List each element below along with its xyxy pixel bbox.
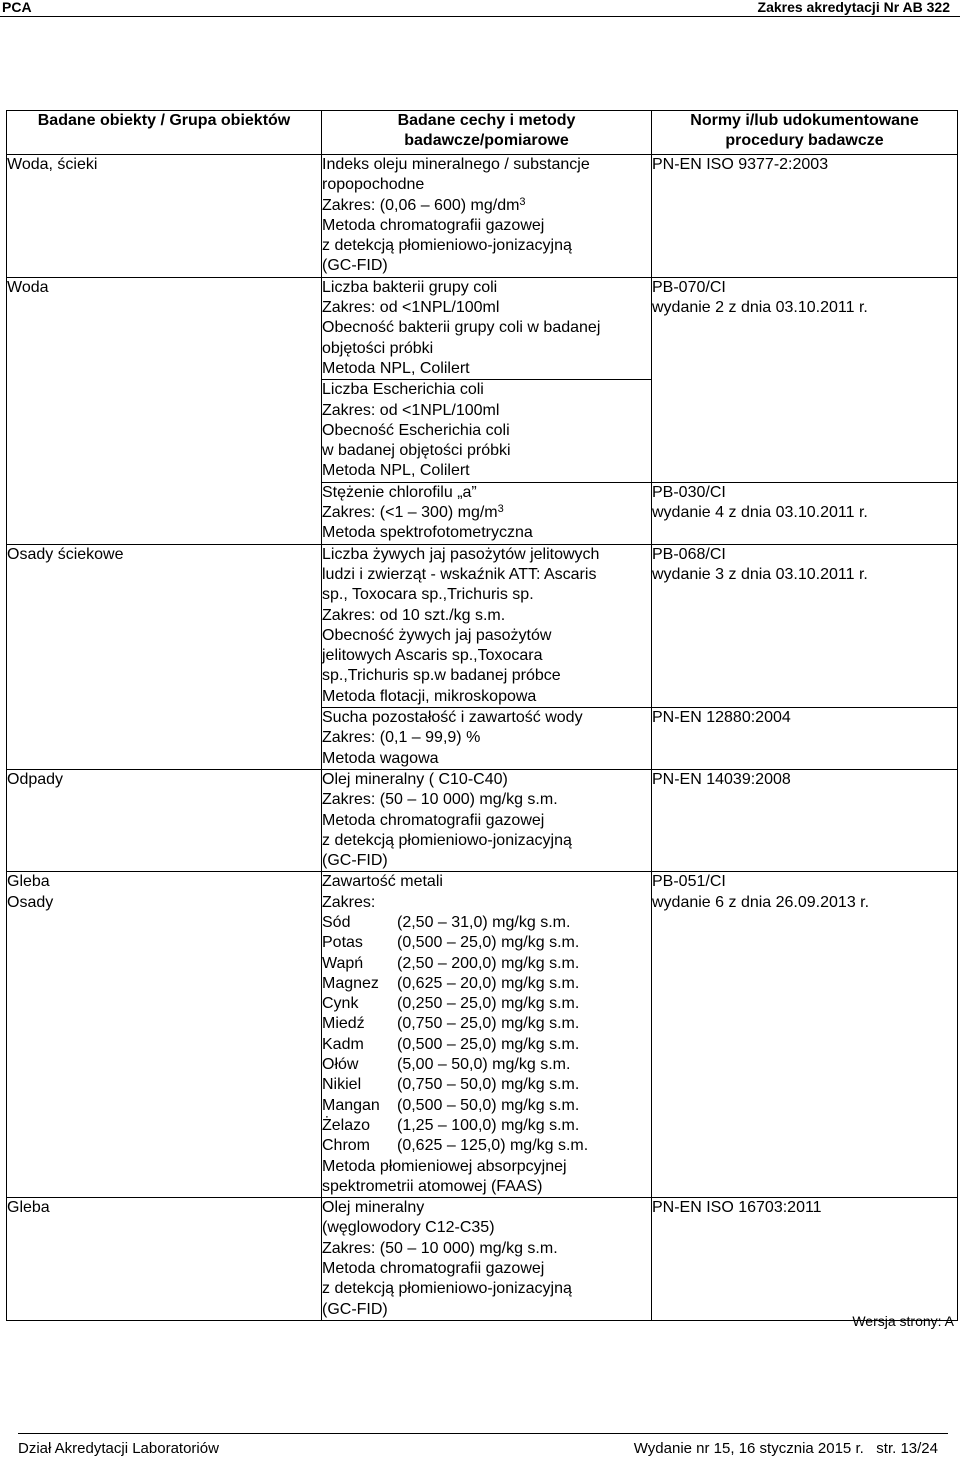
method-line: Olej mineralny ( C10-C40) bbox=[322, 770, 508, 788]
metal-range: (0,625 ‒ 125,0) mg/kg s.m. bbox=[397, 1137, 589, 1155]
method-line: Metoda chromatografii gazowej bbox=[322, 811, 545, 829]
header-org: PCA bbox=[2, 0, 32, 15]
method-line: z detekcją płomieniowo-jonizacyjną bbox=[322, 1280, 572, 1298]
method-line bbox=[322, 196, 651, 216]
method-line: sp., Toxocara sp.,Trichuris sp. bbox=[322, 586, 534, 604]
method-cell bbox=[322, 380, 652, 482]
table-row bbox=[7, 155, 958, 278]
object-cell bbox=[7, 277, 322, 544]
norm-text: PN-EN ISO 9377-2:2003 bbox=[652, 156, 829, 173]
method-line: (GC-FID) bbox=[322, 852, 388, 870]
method-cell bbox=[322, 482, 652, 544]
method-line: Metoda flotacji, mikroskopowa bbox=[322, 687, 537, 705]
table-row bbox=[7, 277, 958, 379]
metal-row bbox=[322, 1096, 651, 1116]
superscript: 3 bbox=[497, 503, 504, 516]
norm-text: PB-070/CI bbox=[652, 278, 726, 296]
object-cell bbox=[7, 872, 322, 1198]
method-line: Zawartość metali bbox=[322, 873, 443, 891]
object-name: Osady bbox=[7, 893, 54, 911]
method-line: z detekcją płomieniowo-jonizacyjną bbox=[322, 237, 572, 255]
metal-row bbox=[322, 933, 651, 953]
metal-name: Nikiel bbox=[322, 1076, 362, 1094]
method-line: Metoda płomieniowej absorpcyjnej bbox=[322, 1157, 567, 1175]
norm-text: PB-068/CI bbox=[652, 545, 726, 563]
metal-name: Miedź bbox=[322, 1015, 365, 1033]
metal-row bbox=[322, 1035, 651, 1055]
object-name: Woda bbox=[7, 278, 49, 296]
metal-range: (0,750 ‒ 25,0) mg/kg s.m. bbox=[397, 1015, 580, 1033]
method-cell bbox=[322, 155, 652, 278]
norm-text: PN-EN 12880:2004 bbox=[652, 709, 791, 727]
metal-range: (2,50 ‒ 200,0) mg/kg s.m. bbox=[397, 954, 580, 972]
metal-range: (5,00 ‒ 50,0) mg/kg s.m. bbox=[397, 1056, 571, 1074]
method-line: Zakres: (0,1 ‒ 99,9) % bbox=[322, 729, 481, 747]
metal-name: Wapń bbox=[322, 954, 364, 972]
method-line: (GC-FID) bbox=[322, 257, 388, 275]
object-name: Odpady bbox=[7, 770, 64, 788]
method-line: jelitowych Ascaris sp.,Toxocara bbox=[322, 647, 543, 665]
metal-name: Żelazo bbox=[322, 1116, 371, 1134]
norm-edition: wydanie 3 z dnia 03.10.2011 r. bbox=[652, 565, 868, 583]
table-header-row bbox=[7, 111, 958, 155]
method-line: Zakres: od <1NPL/100ml bbox=[322, 299, 500, 317]
norm-cell bbox=[652, 872, 958, 1198]
method-cell bbox=[322, 277, 652, 379]
norm-text: PB-051/CI bbox=[652, 873, 726, 891]
method-cell bbox=[322, 769, 652, 871]
table-row bbox=[7, 872, 958, 1198]
norm-text: PN-EN 14039:2008 bbox=[652, 770, 791, 788]
metal-row bbox=[322, 1075, 651, 1095]
object-name: Osady ściekowe bbox=[7, 545, 124, 563]
object-cell bbox=[7, 769, 322, 871]
method-line: Metoda spektrofotometryczna bbox=[322, 524, 533, 542]
metal-name: Cynk bbox=[322, 995, 359, 1013]
method-cell bbox=[322, 544, 652, 707]
metal-name: Chrom bbox=[322, 1137, 371, 1155]
method-line: spektrometrii atomowej (FAAS) bbox=[322, 1177, 543, 1195]
metal-row bbox=[322, 1014, 651, 1034]
metal-row bbox=[322, 954, 651, 974]
method-line bbox=[322, 503, 651, 523]
metal-row bbox=[322, 994, 651, 1014]
metal-range: (0,250 ‒ 25,0) mg/kg s.m. bbox=[397, 995, 580, 1013]
metal-name: Potas bbox=[322, 934, 363, 952]
norm-cell bbox=[652, 769, 958, 871]
page-version: Wersja strony: A bbox=[852, 1313, 954, 1329]
norm-cell bbox=[652, 482, 958, 544]
method-line: Zakres: (50 ‒ 10 000) mg/kg s.m. bbox=[322, 1239, 558, 1257]
method-line: Metoda NPL, Colilert bbox=[322, 462, 470, 480]
method-line: Liczba żywych jaj pasożytów jelitowych bbox=[322, 545, 600, 563]
method-line: Liczba bakterii grupy coli bbox=[322, 278, 498, 296]
method-line: Zakres: bbox=[322, 893, 376, 911]
method-line: Metoda wagowa bbox=[322, 749, 439, 767]
page-header bbox=[0, 0, 960, 17]
metal-name: Kadm bbox=[322, 1035, 364, 1053]
metal-name: Ołów bbox=[322, 1056, 359, 1074]
method-line: Obecność bakterii grupy coli w badanej bbox=[322, 319, 601, 337]
norm-cell bbox=[652, 1198, 958, 1321]
method-line: z detekcją płomieniowo-jonizacyjną bbox=[322, 831, 572, 849]
metal-name: Magnez bbox=[322, 974, 379, 992]
object-name: Gleba bbox=[7, 1199, 50, 1217]
norm-text: PB-030/CI bbox=[652, 483, 726, 501]
metal-row bbox=[322, 1116, 651, 1136]
method-cell bbox=[322, 1198, 652, 1321]
object-cell bbox=[7, 155, 322, 278]
method-line: Metoda chromatografii gazowej bbox=[322, 216, 545, 234]
method-line: Stężenie chlorofilu „a” bbox=[322, 483, 477, 501]
object-cell bbox=[7, 544, 322, 769]
metal-range: (0,500 ‒ 50,0) mg/kg s.m. bbox=[397, 1096, 580, 1114]
metal-row bbox=[322, 974, 651, 994]
metal-name: Sód bbox=[322, 913, 351, 931]
header-objects: Badane obiekty / Grupa obiektów bbox=[7, 111, 322, 155]
norm-edition: wydanie 6 z dnia 26.09.2013 r. bbox=[652, 893, 870, 911]
norm-edition: wydanie 2 z dnia 03.10.2011 r. bbox=[652, 299, 868, 317]
metal-range: (0,500 ‒ 25,0) mg/kg s.m. bbox=[397, 1035, 580, 1053]
norm-text: PN-EN ISO 16703:2011 bbox=[652, 1199, 822, 1217]
method-line: Obecność żywych jaj pasożytów bbox=[322, 626, 552, 644]
metal-range: (2,50 ‒ 31,0) mg/kg s.m. bbox=[397, 913, 571, 931]
method-line: w badanej objętości próbki bbox=[322, 442, 511, 460]
method-line: ropopochodne bbox=[322, 176, 425, 194]
object-name: Woda, ścieki bbox=[7, 156, 98, 173]
norm-cell bbox=[652, 544, 958, 707]
method-line: Zakres: od <1NPL/100ml bbox=[322, 401, 500, 419]
superscript: 3 bbox=[519, 195, 526, 208]
metal-range: (0,750 ‒ 50,0) mg/kg s.m. bbox=[397, 1076, 580, 1094]
method-line: Metoda NPL, Colilert bbox=[322, 359, 470, 377]
footer-department: Dział Akredytacji Laboratoriów bbox=[18, 1440, 219, 1457]
table-row bbox=[7, 544, 958, 707]
method-line: Zakres: od 10 szt./kg s.m. bbox=[322, 606, 506, 624]
header-methods: Badane cechy i metody badawcze/pomiarowe bbox=[322, 111, 652, 155]
norm-edition: wydanie 4 z dnia 03.10.2011 r. bbox=[652, 504, 868, 522]
table-row bbox=[7, 769, 958, 871]
method-line: Metoda chromatografii gazowej bbox=[322, 1260, 545, 1278]
method-line: objętości próbki bbox=[322, 339, 434, 357]
method-line: sp.,Trichuris sp.w badanej próbce bbox=[322, 667, 561, 685]
norm-cell bbox=[652, 708, 958, 770]
header-title: Zakres akredytacji Nr AB 322 bbox=[757, 0, 950, 15]
metal-name: Mangan bbox=[322, 1096, 380, 1114]
method-line: Olej mineralny bbox=[322, 1199, 425, 1217]
header-norms: Normy i/lub udokumentowane procedury badawcze bbox=[652, 111, 958, 155]
method-line: ludzi i zwierząt - wskaźnik ATT: Ascaris bbox=[322, 565, 597, 583]
metal-row bbox=[322, 913, 651, 933]
metal-range: (1,25 ‒ 100,0) mg/kg s.m. bbox=[397, 1116, 580, 1134]
method-cell bbox=[322, 708, 652, 770]
page-footer bbox=[18, 1433, 948, 1457]
method-line: (GC-FID) bbox=[322, 1300, 388, 1318]
metal-range: (0,625 ‒ 20,0) mg/kg s.m. bbox=[397, 974, 580, 992]
method-line: Zakres: (50 ‒ 10 000) mg/kg s.m. bbox=[322, 791, 558, 809]
object-cell bbox=[7, 1198, 322, 1321]
method-line: Liczba Escherichia coli bbox=[322, 381, 484, 399]
method-line: Indeks oleju mineralnego / substancje bbox=[322, 156, 590, 173]
norm-cell bbox=[652, 155, 958, 278]
method-line: Obecność Escherichia coli bbox=[322, 421, 510, 439]
footer-edition: Wydanie nr 15, 16 stycznia 2015 r. str. 13/24 bbox=[633, 1440, 938, 1457]
range-text: Zakres: (<1 ‒ 300) mg/m bbox=[322, 504, 498, 522]
method-line: Sucha pozostałość i zawartość wody bbox=[322, 709, 583, 727]
metal-range: (0,500 ‒ 25,0) mg/kg s.m. bbox=[397, 934, 580, 952]
norm-cell bbox=[652, 277, 958, 482]
metal-row bbox=[322, 1055, 651, 1075]
range-text: Zakres: (0,06 ‒ 600) mg/dm bbox=[322, 196, 520, 214]
object-name: Gleba bbox=[7, 873, 50, 891]
metal-row bbox=[322, 1136, 651, 1156]
table-row bbox=[7, 1198, 958, 1321]
method-line: (węglowodory C12-C35) bbox=[322, 1219, 495, 1237]
accreditation-table bbox=[6, 110, 958, 1321]
method-cell bbox=[322, 872, 652, 1198]
